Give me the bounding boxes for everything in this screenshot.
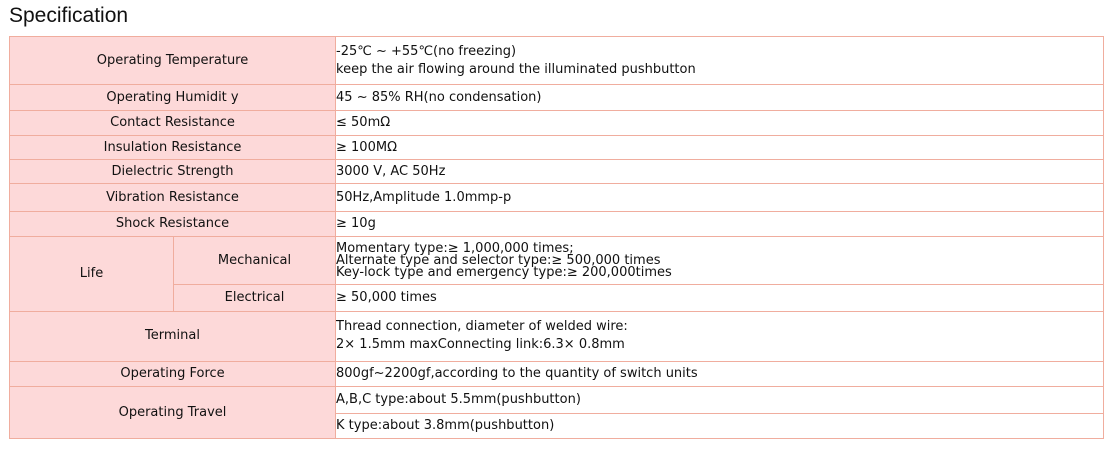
mechanical-label: Mechanical [174, 236, 336, 284]
operating-humidity-label: Operating Humidit y [10, 85, 336, 110]
mechanical-line-3: Key-lock type and emergency type:≥ 200,000times [336, 264, 672, 280]
specification-table [9, 36, 1104, 439]
electrical-label: Electrical [174, 285, 336, 311]
table-row [10, 85, 1104, 110]
dielectric-strength-label: Dielectric Strength [10, 160, 336, 184]
shock-resistance-value: ≥ 10g [336, 211, 1104, 236]
contact-resistance-value: ≤ 50mΩ [336, 110, 1104, 135]
life-label: Life [10, 236, 174, 311]
mechanical-line-2: Alternate type and selector type:≥ 500,000 times [336, 252, 661, 268]
operating-temperature-line-1: -25℃ ~ +55℃(no freezing) [336, 43, 517, 59]
table-row [10, 135, 1104, 159]
operating-temperature-label: Operating Temperature [10, 37, 336, 85]
table-row [10, 160, 1104, 184]
table-row [10, 285, 1104, 311]
table-row [10, 184, 1104, 211]
insulation-resistance-label: Insulation Resistance [10, 135, 336, 159]
insulation-resistance-value: ≥ 100MΩ [336, 135, 1104, 159]
operating-travel-value-2: K type:about 3.8mm(pushbutton) [336, 413, 1104, 438]
table-row [10, 110, 1104, 135]
terminal-value [336, 311, 1104, 362]
terminal-line-1: Thread connection, diameter of welded wire: [336, 319, 628, 335]
terminal-label: Terminal [10, 311, 336, 362]
shock-resistance-label: Shock Resistance [10, 211, 336, 236]
electrical-value: ≥ 50,000 times [336, 285, 1104, 311]
vibration-resistance-value: 50Hz,Amplitude 1.0mmp-p [336, 184, 1104, 211]
terminal-line-2: 2× 1.5mm maxConnecting link:6.3× 0.8mm [336, 337, 625, 353]
table-row [10, 311, 1104, 362]
table-row [10, 387, 1104, 413]
mechanical-value [336, 236, 1104, 284]
operating-temperature-value [336, 37, 1104, 85]
operating-force-label: Operating Force [10, 362, 336, 387]
mechanical-line-1: Momentary type:≥ 1,000,000 times; [336, 240, 574, 256]
table-row [10, 37, 1104, 85]
operating-travel-value-1: A,B,C type:about 5.5mm(pushbutton) [336, 387, 1104, 413]
contact-resistance-label: Contact Resistance [10, 110, 336, 135]
vibration-resistance-label: Vibration Resistance [10, 184, 336, 211]
table-row [10, 362, 1104, 387]
operating-temperature-line-2: keep the air flowing around the illuminated pushbutton [336, 61, 696, 77]
table-row [10, 236, 1104, 284]
operating-travel-label: Operating Travel [10, 387, 336, 439]
page-title: Specification [9, 4, 129, 27]
operating-force-value: 800gf~2200gf,according to the quantity of switch units [336, 362, 1104, 387]
operating-humidity-value: 45 ~ 85% RH(no condensation) [336, 85, 1104, 110]
dielectric-strength-value: 3000 V, AC 50Hz [336, 160, 1104, 184]
table-row [10, 211, 1104, 236]
